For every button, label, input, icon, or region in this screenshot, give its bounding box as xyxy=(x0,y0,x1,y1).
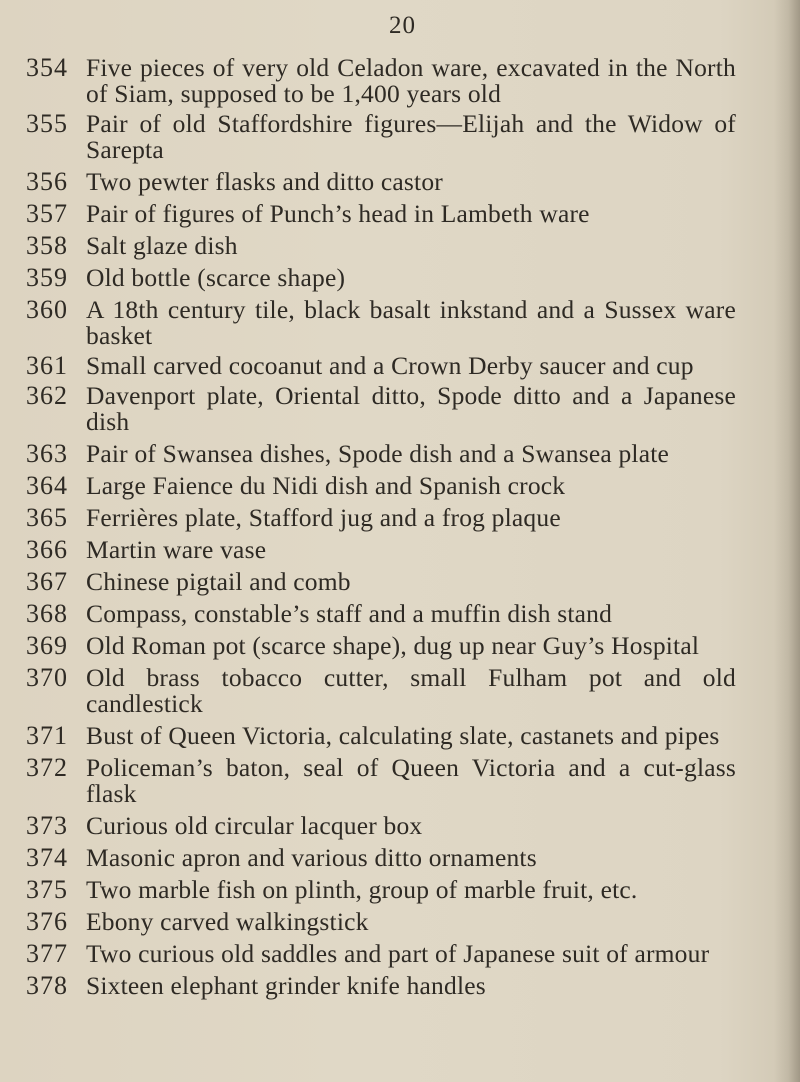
lot-entry xyxy=(0,201,800,227)
lot-number: 372 xyxy=(26,753,68,782)
lot-number: 371 xyxy=(26,721,68,750)
lot-description: Pair of figures of Punch’s head in Lambeth ware xyxy=(86,199,590,228)
lot-entry xyxy=(0,353,800,379)
lot-entry xyxy=(0,441,800,467)
lot-entry xyxy=(0,383,800,435)
lot-number: 366 xyxy=(26,535,68,564)
lot-entry xyxy=(0,169,800,195)
lot-description: Ferrières plate, Stafford jug and a frog plaque xyxy=(86,503,561,532)
lot-description: Old bottle (scarce shape) xyxy=(86,263,346,292)
lot-entry xyxy=(0,665,800,717)
lot-number: 375 xyxy=(26,875,68,904)
lot-entry xyxy=(0,265,800,291)
lot-description: Masonic apron and various ditto ornaments xyxy=(86,843,537,872)
lot-description: Two pewter flasks and ditto castor xyxy=(86,167,443,196)
lot-number: 378 xyxy=(26,971,68,1000)
lot-number: 373 xyxy=(26,811,68,840)
lot-number: 357 xyxy=(26,199,68,228)
lot-description: A 18th century tile, black basalt inkstand and a Sussex ware basket xyxy=(86,295,736,350)
lot-number: 377 xyxy=(26,939,68,968)
lot-description: Ebony carved walkingstick xyxy=(86,907,369,936)
lot-description: Sixteen elephant grinder knife handles xyxy=(86,971,486,1000)
lot-description: Compass, constable’s staff and a muffin dish stand xyxy=(86,599,613,628)
lot-number: 369 xyxy=(26,631,68,660)
lot-entry xyxy=(0,233,800,259)
lot-description: Chinese pigtail and comb xyxy=(86,567,351,596)
lot-description: Two curious old saddles and part of Japanese suit of armour xyxy=(86,939,710,968)
lot-entry xyxy=(0,723,800,749)
lot-entry xyxy=(0,845,800,871)
lot-entry xyxy=(0,473,800,499)
lot-entry xyxy=(0,569,800,595)
lot-number: 374 xyxy=(26,843,68,872)
lot-description: Old Roman pot (scarce shape), dug up near Guy’s Hospital xyxy=(86,631,700,660)
lot-description: Large Faience du Nidi dish and Spanish crock xyxy=(86,471,566,500)
lot-description: Five pieces of very old Celadon ware, excavated in the North of Siam, supposed to be 1,400 years old xyxy=(86,53,736,108)
lot-entry xyxy=(0,877,800,903)
lot-description: Old brass tobacco cutter, small Fulham pot and old candlestick xyxy=(86,663,736,718)
lot-entry xyxy=(0,601,800,627)
lot-entry xyxy=(0,973,800,999)
lot-entry xyxy=(0,633,800,659)
lot-description: Curious old circular lacquer box xyxy=(86,811,423,840)
lot-entry xyxy=(0,55,800,107)
lot-entry xyxy=(0,297,800,349)
lot-description: Martin ware vase xyxy=(86,535,267,564)
lot-description: Policeman’s baton, seal of Queen Victoria and a cut-glass flask xyxy=(86,753,736,808)
lot-entry xyxy=(0,111,800,163)
lot-number: 358 xyxy=(26,231,68,260)
lot-entry xyxy=(0,537,800,563)
lot-number: 367 xyxy=(26,567,68,596)
lot-description: Small carved cocoanut and a Crown Derby saucer and cup xyxy=(86,351,694,380)
lot-list xyxy=(0,55,800,999)
lot-description: Two marble fish on plinth, group of marble fruit, etc. xyxy=(86,875,638,904)
lot-description: Bust of Queen Victoria, calculating slate, castanets and pipes xyxy=(86,721,720,750)
lot-number: 355 xyxy=(26,109,68,138)
lot-entry xyxy=(0,505,800,531)
lot-description: Salt glaze dish xyxy=(86,231,238,260)
lot-description: Davenport plate, Oriental ditto, Spode ditto and a Japanese dish xyxy=(86,381,736,436)
lot-number: 365 xyxy=(26,503,68,532)
lot-description: Pair of old Staffordshire figures—Elijah and the Widow of Sarepta xyxy=(86,109,736,164)
lot-entry xyxy=(0,941,800,967)
lot-number: 364 xyxy=(26,471,68,500)
page-number: 20 xyxy=(389,12,416,39)
lot-number: 359 xyxy=(26,263,68,292)
lot-number: 363 xyxy=(26,439,68,468)
lot-number: 370 xyxy=(26,663,68,692)
lot-entry xyxy=(0,813,800,839)
lot-number: 362 xyxy=(26,381,68,410)
lot-entry xyxy=(0,909,800,935)
lot-entry xyxy=(0,755,800,807)
lot-number: 360 xyxy=(26,295,68,324)
lot-number: 354 xyxy=(26,53,68,82)
lot-number: 356 xyxy=(26,167,68,196)
lot-description: Pair of Swansea dishes, Spode dish and a Swansea plate xyxy=(86,439,670,468)
lot-number: 361 xyxy=(26,351,68,380)
lot-number: 376 xyxy=(26,907,68,936)
lot-number: 368 xyxy=(26,599,68,628)
